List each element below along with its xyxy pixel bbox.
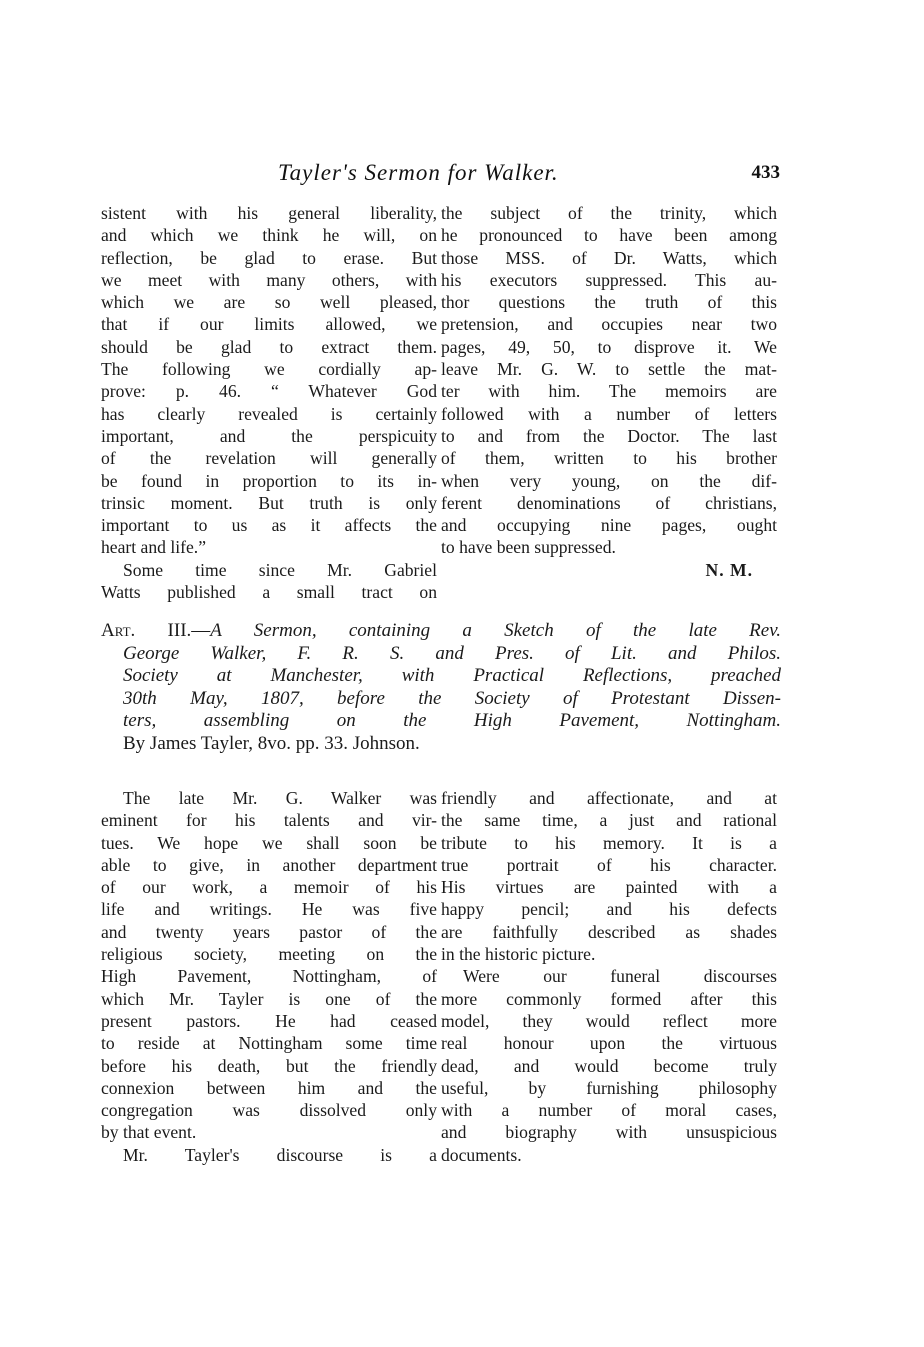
text-line: to reside at Nottingham some time: [101, 1033, 437, 1054]
text-line: connexion between him and the: [101, 1077, 437, 1098]
text-line: of the revelation will generally: [101, 448, 437, 469]
text-line: with a number of moral cases,: [441, 1100, 777, 1121]
article-title-text: A Sermon, containing a Sketch of the late Rev.: [210, 620, 781, 641]
page-number: 433: [751, 162, 780, 183]
text-line: ferent denominations of christians,: [441, 492, 777, 513]
article-title-line: George Walker, F. R. S. and Pres. of Lit. and Philos.: [123, 642, 781, 664]
article-byline: By James Tayler, 8vo. pp. 33. Johnson.: [123, 732, 420, 754]
article-title-line: Society at Manchester, with Practical Reflections, preached: [123, 665, 781, 686]
text-line: the subject of the trinity, which: [441, 203, 777, 223]
author-signature: N. M.: [705, 559, 753, 580]
top-left-column: [101, 202, 437, 603]
text-line: which Mr. Tayler is one of the: [101, 988, 437, 1009]
text-line: and occupying nine pages, ought: [441, 515, 777, 536]
text-line: true portrait of his character.: [441, 854, 777, 875]
text-line: Some time since Mr. Gabriel: [123, 559, 437, 580]
text-line: pages, 49, 50, to disprove it. We: [441, 336, 777, 357]
text-line: ter with him. The memoirs are: [441, 381, 777, 402]
text-line: which we are so well pleased,: [101, 292, 437, 313]
text-line: real honour upon the virtuous: [441, 1033, 777, 1054]
article-heading: [101, 620, 781, 755]
text-line: High Pavement, Nottingham, of: [101, 966, 437, 987]
text-line: more commonly formed after this: [441, 988, 777, 1009]
article-title-line: [101, 620, 781, 643]
text-line: prove: p. 46. “ Whatever God: [101, 381, 437, 402]
text-line: are faithfully described as shades: [441, 921, 777, 942]
text-line: useful, by furnishing philosophy: [441, 1077, 777, 1098]
text-line: Watts published a small tract on: [101, 582, 437, 603]
text-line: important, and the perspicuity: [101, 425, 437, 446]
text-line: when very young, on the dif-: [441, 470, 777, 491]
text-line: sistent with his general liberality,: [101, 203, 437, 223]
text-line: model, they would reflect more: [441, 1010, 777, 1031]
text-line: reflection, be glad to erase. But: [101, 247, 437, 268]
text-line: be found in proportion to its in-: [101, 470, 437, 491]
text-line: happy pencil; and his defects: [441, 899, 777, 920]
text-line: before his death, but the friendly: [101, 1055, 437, 1076]
text-line: heart and life.”: [101, 537, 207, 558]
text-line: Mr. Tayler's discourse is a: [123, 1144, 437, 1165]
text-line: his executors suppressed. This au-: [441, 269, 777, 290]
text-line: has clearly revealed is certainly: [101, 403, 437, 424]
text-line: The late Mr. G. Walker was: [123, 788, 437, 808]
text-line: of them, written to his brother: [441, 448, 777, 469]
text-line: in the historic picture.: [441, 944, 596, 965]
article-title-line: ters, assembling on the High Pavement, Nottingham.: [123, 710, 781, 731]
text-line: leave Mr. G. W. to settle the mat-: [441, 359, 777, 380]
text-line: and twenty years pastor of the: [101, 921, 437, 942]
text-line: followed with a number of letters: [441, 403, 777, 424]
text-line: trinsic moment. But truth is only: [101, 492, 437, 513]
text-line: religious society, meeting on the: [101, 944, 437, 965]
text-line: His virtues are painted with a: [441, 877, 777, 898]
text-line: to and from the Doctor. The last: [441, 425, 777, 446]
text-line: eminent for his talents and vir-: [101, 810, 437, 831]
text-line: thor questions the truth of this: [441, 292, 777, 313]
text-line: by that event.: [101, 1122, 197, 1143]
text-line: tues. We hope we shall soon be: [101, 832, 437, 853]
text-line: Were our funeral discourses: [463, 966, 777, 987]
text-line: important to us as it affects the: [101, 515, 437, 536]
text-line: we meet with many others, with: [101, 269, 437, 290]
article-title-line: 30th May, 1807, before the Society of Protestant Dissen-: [123, 687, 781, 709]
text-line: that if our limits allowed, we: [101, 314, 437, 335]
body-right-column: [441, 787, 777, 1166]
running-head: [270, 160, 790, 192]
text-line: of our work, a memoir of his: [101, 877, 437, 898]
running-title: Tayler's Sermon for Walker.: [278, 160, 559, 185]
top-right-column: [441, 202, 777, 581]
text-line: the same time, a just and rational: [441, 810, 777, 831]
text-line: congregation was dissolved only: [101, 1100, 437, 1121]
text-line: life and writings. He was five: [101, 899, 437, 920]
body-left-column: [101, 787, 437, 1166]
text-line: should be glad to extract them.: [101, 336, 437, 357]
text-line: documents.: [441, 1144, 522, 1165]
text-line: dead, and would become truly: [441, 1055, 777, 1076]
text-line: tribute to his memory. It is a: [441, 832, 777, 853]
text-line: and biography with unsuspicious: [441, 1122, 777, 1143]
text-line: to have been suppressed.: [441, 537, 616, 558]
text-line: able to give, in another department: [101, 854, 437, 875]
text-line: friendly and affectionate, and at: [441, 788, 777, 808]
text-line: those MSS. of Dr. Watts, which: [441, 247, 777, 268]
text-line: he pronounced to have been among: [441, 225, 777, 246]
text-line: pretension, and occupies near two: [441, 314, 777, 335]
article-label: Art. III.—: [101, 620, 211, 641]
text-line: present pastors. He had ceased: [101, 1010, 437, 1031]
text-line: The following we cordially ap-: [101, 359, 437, 380]
text-line: and which we think he will, on: [101, 225, 437, 246]
